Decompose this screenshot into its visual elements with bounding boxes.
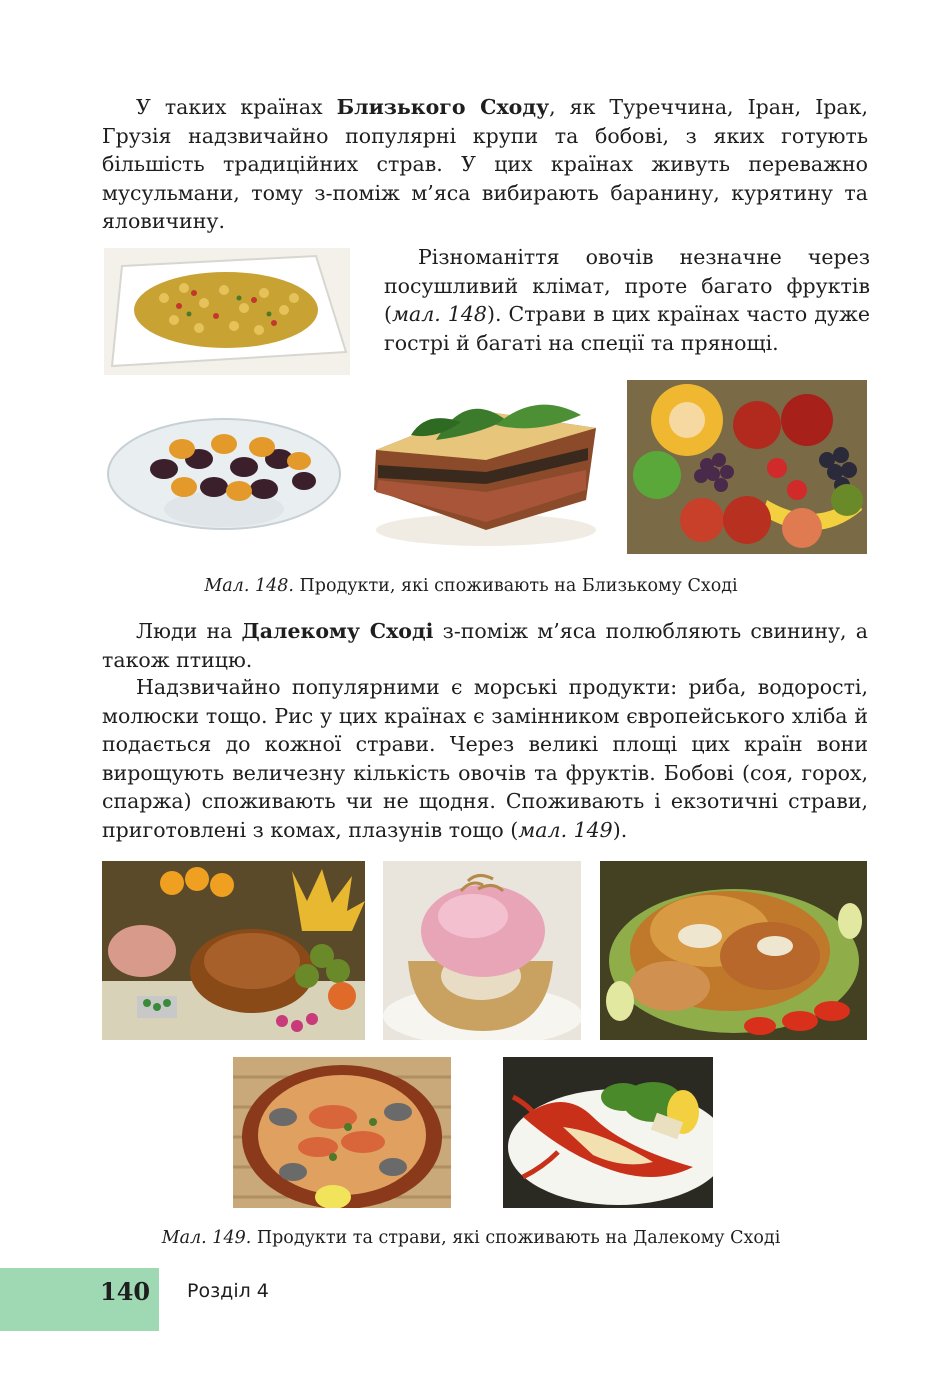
figure-caption-text: Продукти, які споживають на Близькому Сході [293,576,738,596]
figure-reference: мал. 149 [518,817,613,842]
paragraph-far-east-meat [102,617,868,674]
section-label: Розділ 4 [187,1280,269,1302]
paragraph-text: Надзвичайно популярними є морські продукти: риба, водорості, молюски тощо. Рис у цих країнах є замінником європейського хліба й подається до кожної страви. Через великі площі цих країн вони вирощують величезну кількість овочів та фруктів. Бобові (соя, горох, спаржа) споживають чи не щодня. Споживають і екзотичні страви, приготовлені з комах, плазунів тощо ( [102,675,868,842]
figure-caption-148 [0,576,942,596]
page-number: 140 [100,1277,151,1306]
figure-caption-149 [0,1228,942,1248]
term-far-east: Далекому Сході [241,619,434,643]
term-middle-east: Близького Сходу [336,95,550,119]
photo-dried-fruits-bowl [104,389,344,539]
paragraph-text: ). Страви в цих країнах часто дуже гострі й багаті на спеції та прянощі. [384,302,870,355]
photo-beans-dish [104,248,350,375]
paragraph-middle-east-intro [102,93,868,236]
paragraph-text: У таких країнах [136,95,337,119]
figure-label: Мал. 149. [161,1228,252,1248]
paragraph-middle-east-climate [384,243,870,357]
photo-roast-chicken [600,861,867,1040]
paragraph-text: , як Туреччина, Іран, Ірак, Грузія надзвичайно популярні крупи та бобові, з яких готують більшість традиційних страв. У цих країнах живуть переважно мусульмани, тому з-поміж м’яса вибирають баранину, курятину та яловичину. [102,95,868,233]
photo-insect-dessert [383,861,581,1040]
paragraph-far-east-seafood [102,673,868,844]
paragraph-text: з-поміж м’яса полюбляють свинину, а також птицю. [102,619,868,672]
paragraph-text: Люди на [136,619,242,643]
photo-seafood-paella [233,1057,451,1208]
photo-fruits [627,380,867,554]
photo-moussaka [366,380,606,548]
figure-reference: мал. 148 [392,302,487,326]
paragraph-text: Різноманіття овочів незначне через посушливий клімат, проте багато фруктів ( [384,245,870,326]
figure-caption-text: Продукти та страви, які споживають на Далекому Сході [251,1228,781,1248]
paragraph-text: ). [612,817,628,842]
figure-label: Мал. 148. [204,576,294,596]
photo-roast-turkey-feast [102,861,365,1040]
photo-lobster-plate [503,1057,713,1208]
